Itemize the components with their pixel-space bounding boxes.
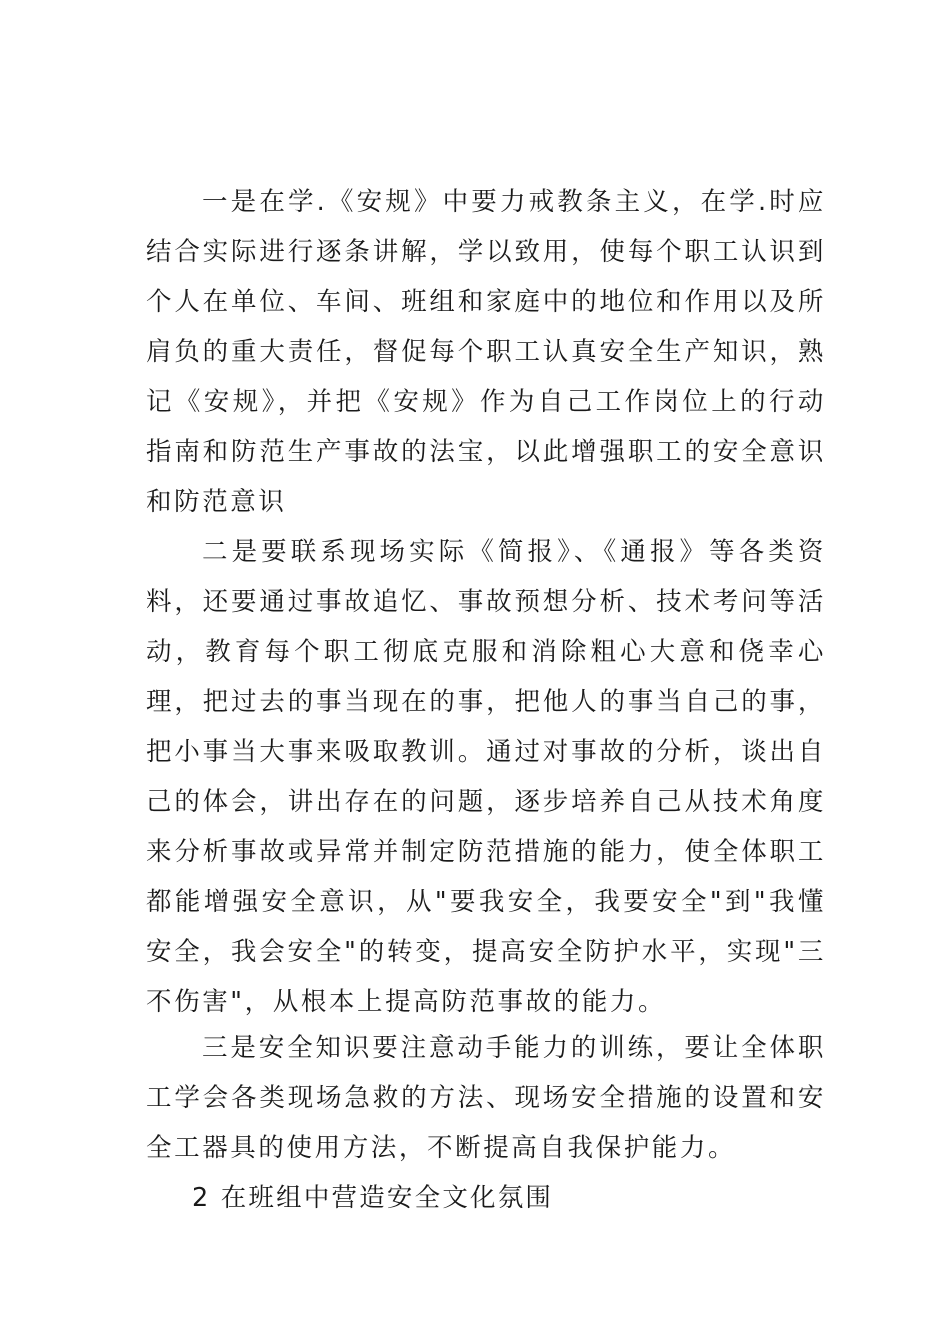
paragraph-2: 二是要联系现场实际《简报》、《通报》等各类资料，还要通过事故追忆、事故预想分析、技术考问等活动，教育每个职工彻底克服和消除粗心大意和侥幸心理，把过去的事当现在的事，把他人的事当自己的事，把小事当大事来吸取教训。通过对事故的分析，谈出自己的体会，讲出存在的问题，逐步培养自己从技术角度来分析事故或异常并制定防范措施的能力，使全体职工都能增强安全意识，从"要我安全，我要安全"到"我懂安全，我会安全"的转变，提高安全防护水平，实现"三不伤害"，从根本上提高防范事故的能力。 (146, 537, 826, 1017)
paragraph-3: 三是安全知识要注意动手能力的训练，要让全体职工学会各类现场急救的方法、现场安全措施的设置和安全工器具的使用方法，不断提高自我保护能力。 (146, 1033, 826, 1163)
paragraph-1: 一是在学.《安规》中要力戒教条主义，在学.时应结合实际进行逐条讲解，学以致用，使每个职工认识到个人在单位、车间、班组和家庭中的地位和作用以及所肩负的重大责任，督促每个职工认真安全生产知识，熟记《安规》，并把《安规》作为自己工作岗位上的行动指南和防范生产事故的法宝，以此增强职工的安全意识和防范意识 (146, 187, 826, 517)
section-heading: 2 在班组中营造安全文化氛围 (192, 1183, 554, 1213)
